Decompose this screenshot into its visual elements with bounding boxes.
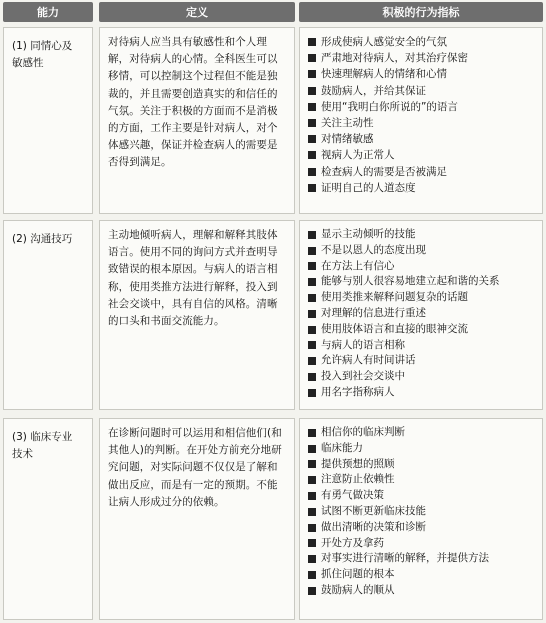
header-ability: 能力 bbox=[3, 2, 93, 22]
indicator-text: 证明自己的人道态度 bbox=[321, 181, 416, 194]
square-bullet-icon bbox=[308, 555, 316, 563]
square-bullet-icon bbox=[308, 587, 316, 595]
square-bullet-icon bbox=[308, 508, 316, 516]
indicator-item bbox=[308, 567, 542, 583]
indicator-item bbox=[308, 488, 542, 504]
row-3-definition-cell bbox=[99, 418, 295, 620]
indicator-text: 对事实进行清晰的解释，并提供方法 bbox=[321, 552, 489, 565]
indicator-item bbox=[308, 147, 542, 163]
square-bullet-icon bbox=[308, 119, 316, 127]
indicator-item bbox=[308, 306, 542, 322]
indicator-item bbox=[308, 425, 542, 441]
indicator-item bbox=[308, 180, 542, 196]
indicator-text: 做出清晰的决策和诊断 bbox=[321, 520, 426, 533]
indicator-item bbox=[308, 504, 542, 520]
indicator-text: 临床能力 bbox=[321, 441, 363, 454]
indicator-text: 不是以恩人的态度出现 bbox=[321, 243, 426, 256]
square-bullet-icon bbox=[308, 445, 316, 453]
row-1-ability: (1) 同情心及 敏感性 bbox=[12, 40, 73, 69]
header-definition: 定义 bbox=[99, 2, 295, 22]
indicator-item bbox=[308, 274, 542, 290]
row-2-indicator-list bbox=[300, 221, 542, 401]
row-1-definition-cell bbox=[99, 27, 295, 214]
header-indicators: 积极的行为指标 bbox=[299, 2, 543, 22]
row-3-definition: 在诊断问题时可以运用和相信他们(和其他人)的判断。在开处方前充分地研究问题，对实际问题不仅仅是了解和做出反应，而是有一定的预期。不能让病人形成过分的依赖。 bbox=[108, 427, 282, 508]
indicator-item bbox=[308, 243, 542, 259]
row-3-indicator-list bbox=[300, 419, 542, 599]
indicator-text: 视病人为正常人 bbox=[321, 149, 395, 162]
indicator-text: 使用“我明白你所说的”的语言 bbox=[321, 100, 458, 113]
square-bullet-icon bbox=[308, 460, 316, 468]
square-bullet-icon bbox=[308, 135, 316, 143]
indicator-item bbox=[308, 66, 542, 82]
row-2-definition: 主动地倾听病人，理解和解释其肢体语言。使用不同的询问方式并查明导致错误的根本原因。与病人的语言相称，使用类推方法进行解释，投入到社会交谈中，具有自信的风格。清晰的口头和书面交流能力。 bbox=[108, 229, 278, 328]
indicator-item bbox=[308, 536, 542, 552]
square-bullet-icon bbox=[308, 151, 316, 159]
row-2-indicators-cell bbox=[299, 220, 543, 410]
indicator-item bbox=[308, 290, 542, 306]
indicator-item bbox=[308, 583, 542, 599]
square-bullet-icon bbox=[308, 87, 316, 95]
row-1-ability-cell bbox=[3, 27, 93, 214]
row-1-indicators-cell bbox=[299, 27, 543, 214]
square-bullet-icon bbox=[308, 38, 316, 46]
square-bullet-icon bbox=[308, 341, 316, 349]
square-bullet-icon bbox=[308, 103, 316, 111]
square-bullet-icon bbox=[308, 429, 316, 437]
indicator-item bbox=[308, 441, 542, 457]
square-bullet-icon bbox=[308, 184, 316, 192]
indicator-item bbox=[308, 115, 542, 131]
indicator-item bbox=[308, 385, 542, 401]
indicator-text: 使用类推来解释问题复杂的话题 bbox=[321, 291, 468, 304]
row-1-definition: 对待病人应当具有敏感性和个人理解，对待病人的心情。全科医生可以移情，可以控制这个过程但不能是独裁的，并且需要创造真实的和信任的气氛。关注于积极的方面而不是消极的方面，工作主要是针对病人，对个体感兴趣，保证并检查病人的需要是否得到满足。 bbox=[108, 36, 278, 169]
indicator-text: 相信你的临床判断 bbox=[321, 426, 405, 438]
indicator-item bbox=[308, 164, 542, 180]
row-1-indicator-list bbox=[300, 28, 542, 196]
square-bullet-icon bbox=[308, 168, 316, 176]
indicator-text: 使用肢体语言和直接的眼神交流 bbox=[321, 322, 468, 335]
indicator-item bbox=[308, 34, 542, 50]
indicator-text: 能够与别人很容易地建立起和谐的关系 bbox=[321, 275, 500, 288]
row-3-ability: (3) 临床专业 技术 bbox=[12, 431, 73, 460]
square-bullet-icon bbox=[308, 571, 316, 579]
row-2-ability: (2) 沟通技巧 bbox=[12, 233, 73, 245]
indicator-text: 有勇气做决策 bbox=[321, 489, 384, 502]
square-bullet-icon bbox=[308, 539, 316, 547]
indicator-item bbox=[308, 520, 542, 536]
indicator-text: 允许病人有时间讲话 bbox=[321, 354, 416, 367]
square-bullet-icon bbox=[308, 294, 316, 302]
indicator-text: 对理解的信息进行重述 bbox=[321, 306, 426, 319]
indicator-item bbox=[308, 322, 542, 338]
indicator-text: 注意防止依赖性 bbox=[321, 473, 395, 486]
indicator-text: 与病人的语言相称 bbox=[321, 338, 405, 351]
indicator-text: 严肃地对待病人，对其治疗保密 bbox=[321, 52, 468, 65]
indicator-text: 投入到社会交谈中 bbox=[321, 370, 405, 383]
square-bullet-icon bbox=[308, 231, 316, 239]
indicator-text: 对情绪敏感 bbox=[321, 133, 374, 146]
indicator-text: 显示主动倾听的技能 bbox=[321, 228, 416, 240]
square-bullet-icon bbox=[308, 373, 316, 381]
indicator-text: 用名字指称病人 bbox=[321, 385, 395, 398]
indicator-item bbox=[308, 227, 542, 243]
square-bullet-icon bbox=[308, 310, 316, 318]
indicator-text: 提供预想的照顾 bbox=[321, 457, 395, 470]
indicator-item bbox=[308, 472, 542, 488]
square-bullet-icon bbox=[308, 524, 316, 532]
indicator-text: 鼓励病人，并给其保证 bbox=[321, 84, 426, 97]
row-2-ability-cell bbox=[3, 220, 93, 410]
indicator-text: 试图不断更新临床技能 bbox=[321, 504, 426, 517]
row-2-definition-cell bbox=[99, 220, 295, 410]
square-bullet-icon bbox=[308, 278, 316, 286]
square-bullet-icon bbox=[308, 476, 316, 484]
indicator-item bbox=[308, 259, 542, 275]
indicator-text: 快速理解病人的情绪和心情 bbox=[321, 68, 447, 81]
indicator-item bbox=[308, 83, 542, 99]
indicator-item bbox=[308, 99, 542, 115]
square-bullet-icon bbox=[308, 492, 316, 500]
indicator-text: 开处方及拿药 bbox=[321, 536, 384, 549]
row-3-ability-cell bbox=[3, 418, 93, 620]
indicator-text: 形成使病人感觉安全的气氛 bbox=[321, 36, 447, 48]
indicator-item bbox=[308, 50, 542, 66]
row-3-indicators-cell bbox=[299, 418, 543, 620]
indicator-text: 抓住问题的根本 bbox=[321, 568, 395, 581]
indicator-item bbox=[308, 353, 542, 369]
indicator-item bbox=[308, 131, 542, 147]
square-bullet-icon bbox=[308, 54, 316, 62]
square-bullet-icon bbox=[308, 357, 316, 365]
indicator-item bbox=[308, 551, 542, 567]
square-bullet-icon bbox=[308, 389, 316, 397]
indicator-text: 在方法上有信心 bbox=[321, 259, 395, 272]
square-bullet-icon bbox=[308, 326, 316, 334]
indicator-item bbox=[308, 338, 542, 354]
square-bullet-icon bbox=[308, 262, 316, 270]
square-bullet-icon bbox=[308, 247, 316, 255]
indicator-text: 关注主动性 bbox=[321, 116, 374, 129]
square-bullet-icon bbox=[308, 70, 316, 78]
indicator-text: 鼓励病人的顺从 bbox=[321, 583, 395, 596]
indicator-text: 检查病人的需要是否被满足 bbox=[321, 165, 447, 178]
indicator-item bbox=[308, 457, 542, 473]
indicator-item bbox=[308, 369, 542, 385]
